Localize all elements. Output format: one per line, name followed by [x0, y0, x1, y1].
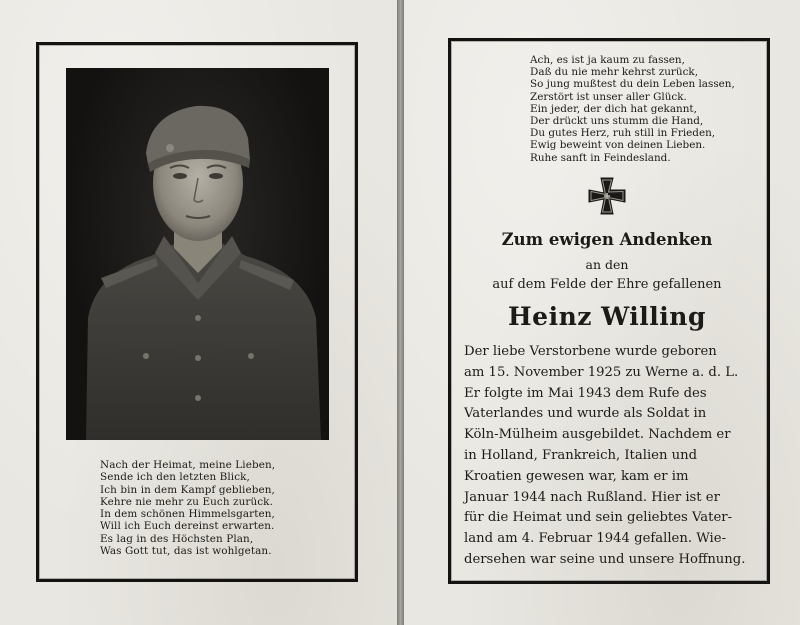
right-poem: [530, 54, 760, 164]
poem-line: So jung mußtest du dein Leben lassen,: [530, 78, 735, 91]
bio-line: für die Heimat und sein geliebtes Vater-: [464, 510, 733, 526]
bio-line: dersehen war seine und unsere Hoffnung.: [464, 551, 746, 567]
poem-line: Ein jeder, der dich hat gekannt,: [530, 102, 697, 115]
bio-line: Köln-Mülheim ausgebildet. Nachdem er: [464, 427, 731, 443]
poem-line: Sende ich den letzten Blick,: [100, 471, 250, 484]
page-fold: [397, 0, 404, 625]
poem-line: Nach der Heimat, meine Lieben,: [100, 459, 276, 471]
bio-line: am 15. November 1925 zu Werne a. d. L.: [464, 364, 739, 380]
poem-line: Ruhe sanft in Feindesland.: [530, 151, 671, 164]
poem-line: Was Gott tut, das ist wohlgetan.: [100, 545, 272, 558]
poem-line: Ewig beweint von deinen Lieben.: [530, 139, 706, 152]
bio-line: Januar 1944 nach Rußland. Hier ist er: [464, 489, 720, 505]
bio-line: in Holland, Frankreich, Italien und: [464, 447, 698, 463]
bio-line: Der liebe Verstorbene wurde geboren: [464, 344, 717, 359]
bio-line: land am 4. Februar 1944 gefallen. Wie-: [464, 531, 727, 547]
memorial-heading: Zum ewigen Andenken: [501, 230, 713, 249]
poem-line: Es lag in des Höchsten Plan,: [100, 532, 254, 545]
poem-line: Ach, es ist ja kaum zu fassen,: [530, 54, 685, 66]
bio-line: Vaterlandes und wurde als Soldat in: [464, 406, 707, 422]
bio-line: Kroatien gewesen war, kam er im: [464, 468, 689, 484]
poem-line: In dem schönen Himmelsgarten,: [100, 508, 275, 521]
iron-cross-icon: [587, 176, 627, 216]
poem-line: Will ich Euch dereinst erwarten.: [100, 520, 275, 533]
poem-line: Der drückt uns stumm die Hand,: [530, 115, 704, 128]
poem-line: Daß du nie mehr kehrst zurück,: [530, 66, 699, 79]
poem-line: Ich bin in dem Kampf geblieben,: [100, 483, 275, 496]
bio-line: Er folgte im Mai 1943 dem Rufe des: [464, 385, 707, 401]
subheading-an: an den: [585, 257, 629, 272]
poem-line: Du gutes Herz, ruh still in Frieden,: [530, 127, 716, 140]
portrait-photo: [66, 68, 329, 440]
left-poem: [100, 459, 340, 557]
subheading-felde: auf dem Felde der Ehre gefallenen: [492, 277, 722, 292]
soldier-portrait: [66, 68, 329, 440]
biography: [464, 342, 754, 571]
poem-line: Zerstört ist unser aller Glück.: [530, 90, 687, 103]
deceased-name: Heinz Willing: [508, 302, 706, 331]
poem-line: Kehre nie mehr zu Euch zurück.: [100, 495, 273, 508]
